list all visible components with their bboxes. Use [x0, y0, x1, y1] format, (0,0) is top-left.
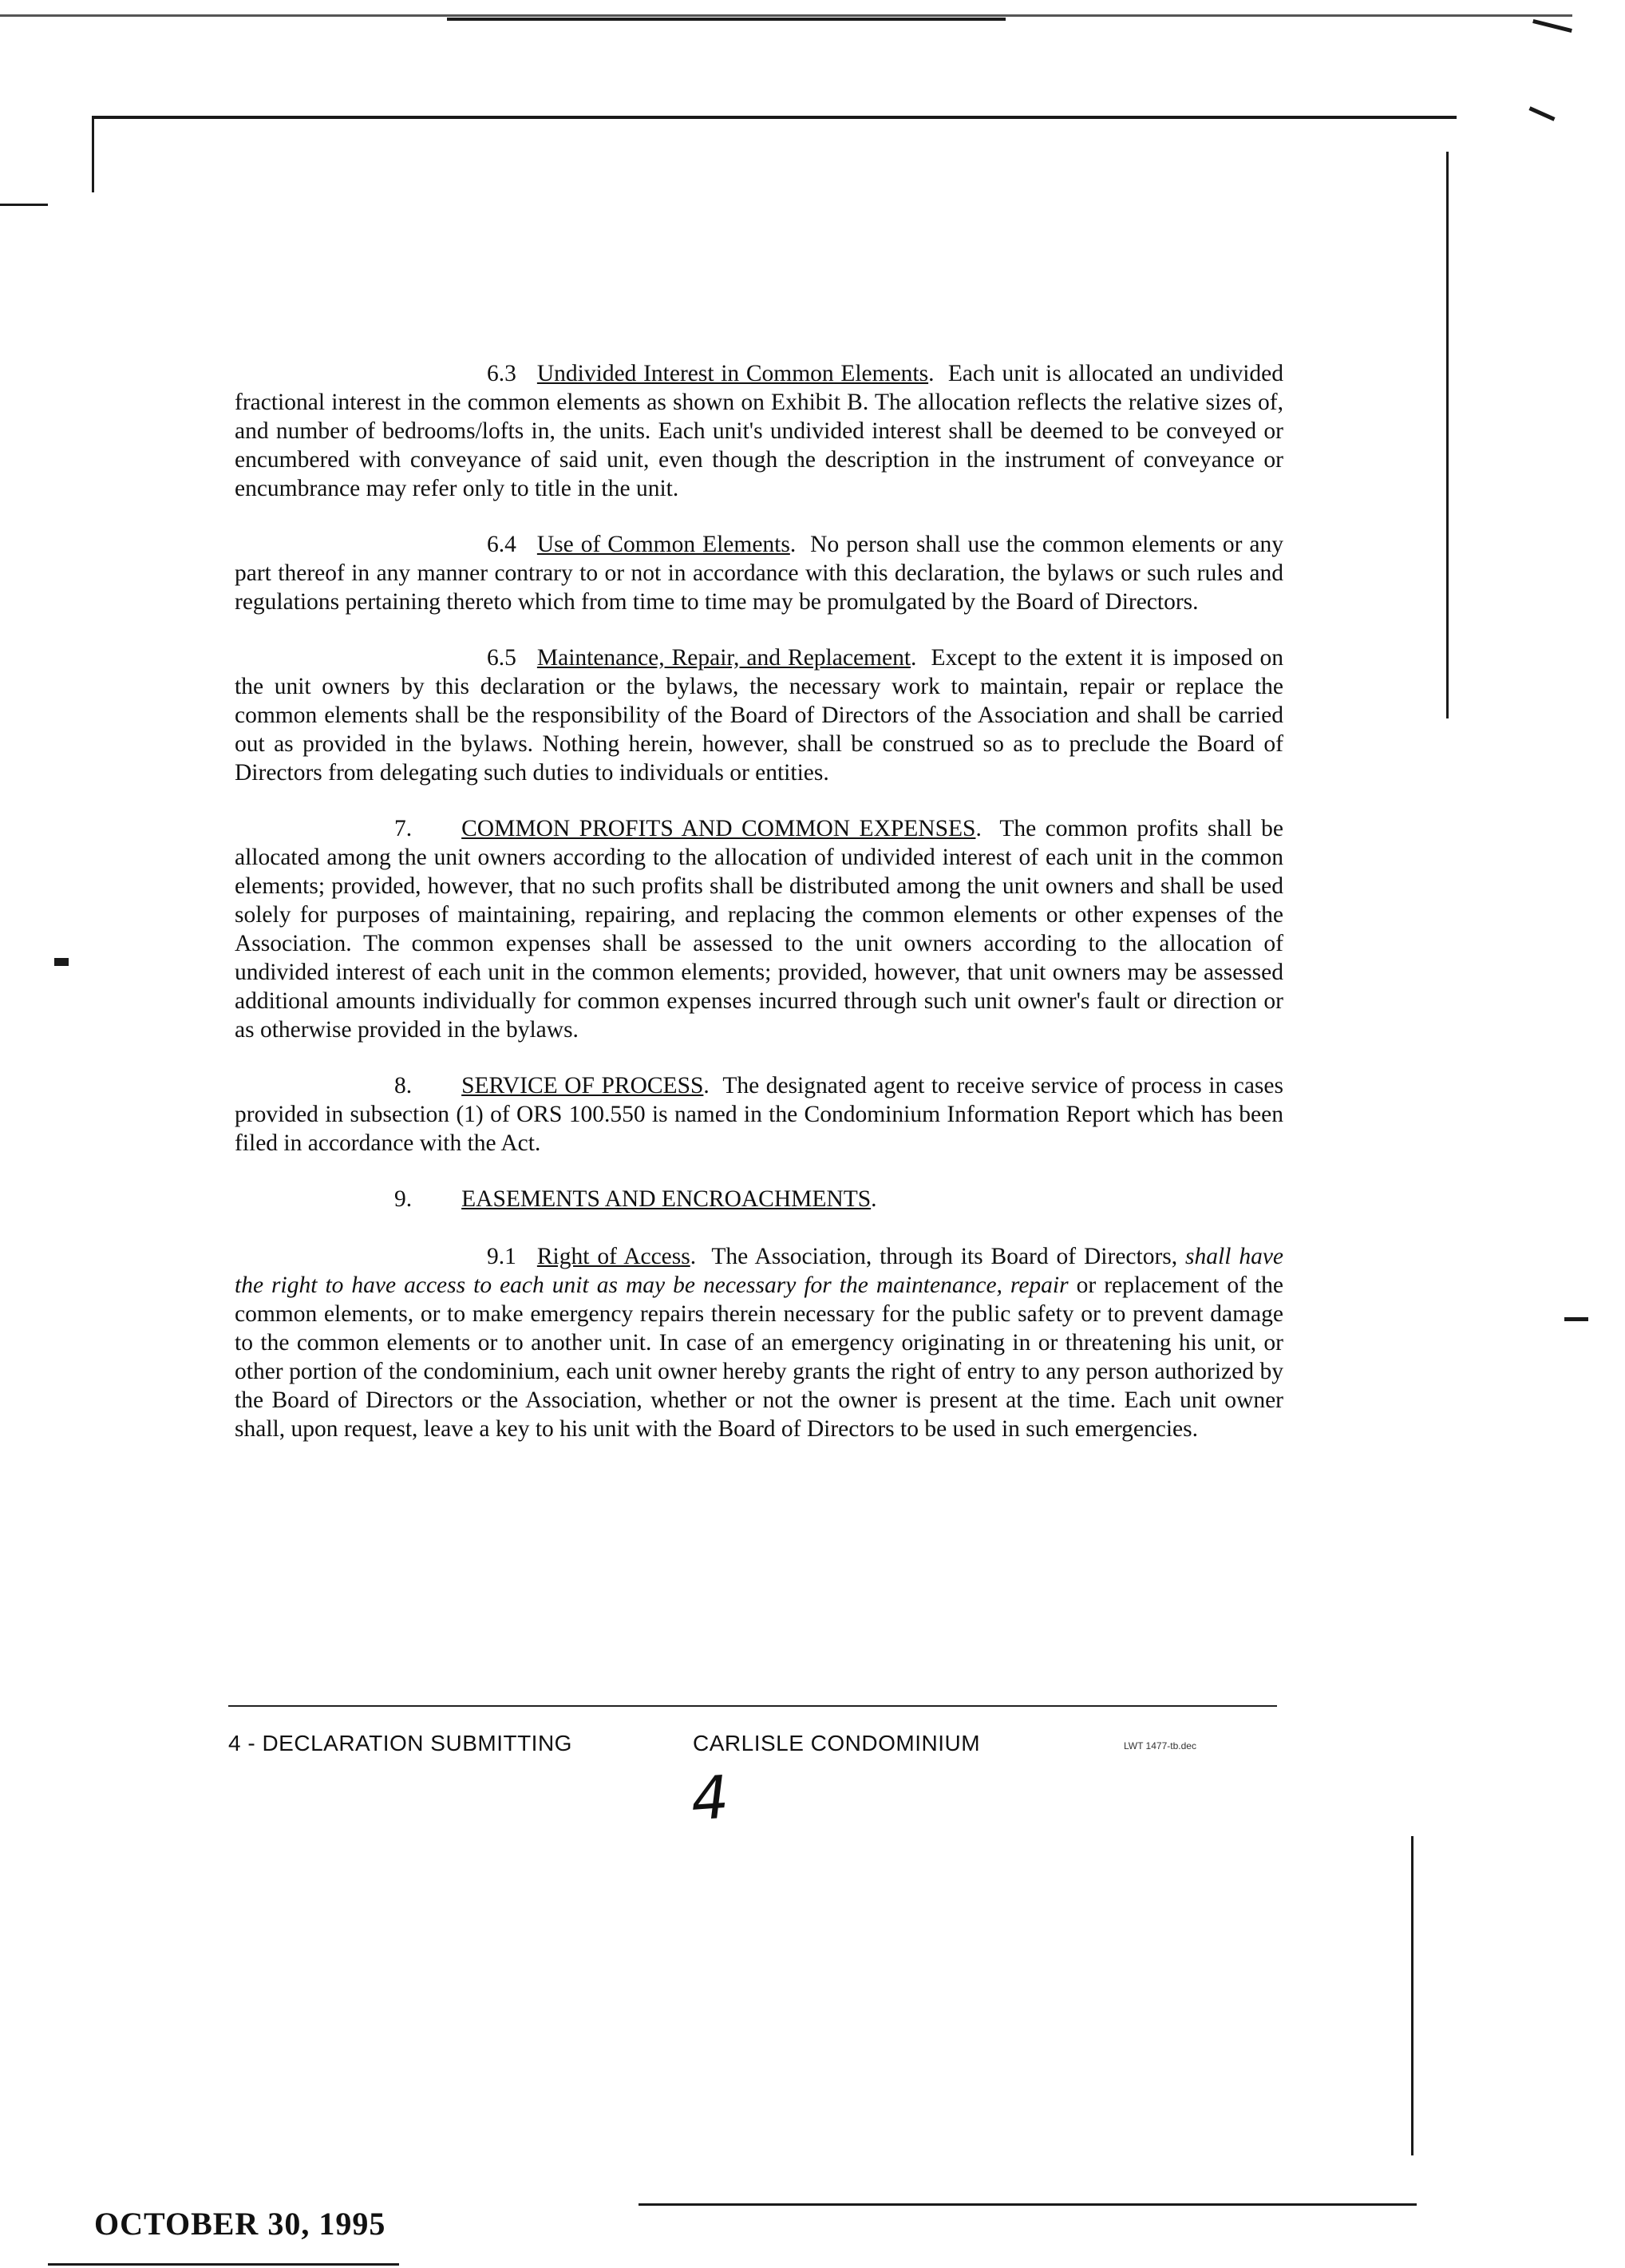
- section-text-lead: The Association, through its Board of Directors,: [711, 1244, 1178, 1269]
- section-text-rest: or replacement of the common elements, or to make emergency repairs therein necessary for the public safety or to prevent damage to the common elements or to another unit. In case of an emergency originating in or threatening his unit, or other portion of the condominium, each unit owner hereby grants the right of entry to any person authorized by the Board of Directors or the Association, whether or not the owner is present at the time. Each unit owner shall, upon request, leave a key to his unit with the Board of Directors to be used in such emergencies.: [235, 1273, 1283, 1442]
- section-title: Use of Common Elements: [536, 532, 790, 557]
- footer-document-title: 4 - DECLARATION SUBMITTING: [228, 1731, 572, 1755]
- scan-margin-speck: [1528, 106, 1555, 121]
- paragraph-6-4: 6.4 Use of Common Elements. No person shall use the common elements or any part thereof in any manner contrary to or not in accordance with this declaration, the bylaws or such rules and regulations pertaining thereto which from time to time may be promulgated by the Board of Directors.: [235, 532, 1283, 615]
- scan-margin-speck: [54, 958, 69, 966]
- scan-border-left-line: [92, 116, 94, 192]
- scan-border-top-line: [92, 116, 1457, 119]
- paragraph-9-heading: 9. EASEMENTS AND ENCROACHMENTS.: [394, 1186, 877, 1212]
- section-text: The common profits shall be allocated among the unit owners according to the allocation of undivided interest of each unit in the common elements; provided, however, that no such profits shall be distributed among the unit owners and shall be used solely for purposes of maintaining, repairing, and replacing the common elements or other expenses of the Association. The common expenses shall be assessed to the unit owners according to the allocation of undivided interest of each unit in the common elements; provided, however, that unit owners may be assessed additional amounts individually for common expenses incurred through such unit owner's fault or direction or as otherwise provided in the bylaws.: [235, 816, 1284, 1043]
- section-text: Each unit is allocated an undivided fractional interest in the common elements as shown on Exhibit B. The allocation reflects the relative sizes of, and number of bedrooms/lofts in, the units. Each unit's undivided interest shall be deemed to be conveyed or encumbered with conveyance of said unit, even though the description in the instrument of conveyance or encumbrance may refer only to title in the unit.: [235, 361, 1283, 501]
- footer-condominium-name: CARLISLE CONDOMINIUM: [693, 1731, 981, 1755]
- declaration-body-text: [235, 359, 1283, 1470]
- section-title: Right of Access: [536, 1244, 690, 1269]
- section-number: 8.: [394, 1073, 413, 1098]
- scan-margin-mark: [0, 204, 48, 206]
- section-text-italic: shall have the right to have access to each unit as may be necessary for the maintenance, repair: [235, 1244, 1284, 1298]
- section-text: No person shall use the common elements or any part thereof in any manner contrary to or not in accordance with this declaration, the bylaws or such rules and regulations pertaining thereto which from time to time may be promulgated by the Board of Directors.: [235, 532, 1283, 615]
- section-number: 9.: [394, 1186, 413, 1212]
- scan-margin-speck: [1564, 1317, 1588, 1321]
- paragraph-7: 7. COMMON PROFITS AND COMMON EXPENSES. The common profits shall be allocated among the unit owners according to the allocation of undivided interest of each unit in the common elements; provided, however, that no such profits shall be distributed among the unit owners and shall be used solely for purposes of maintaining, repairing, and replacing the common elements or other expenses of the Association. The common expenses shall be assessed to the unit owners according to the allocation of undivided interest of each unit in the common elements; provided, however, that unit owners may be assessed additional amounts individually for common expenses incurred through such unit owner's fault or direction or as otherwise provided in the bylaws.: [235, 816, 1284, 1043]
- paragraph-8: 8. SERVICE OF PROCESS. The designated agent to receive service of process in cases provided in subsection (1) of ORS 100.550 is named in the Condominium Information Report which has been filed in accordance with the Act.: [235, 1073, 1283, 1156]
- section-number: 9.1: [487, 1244, 516, 1269]
- paragraph-6-3: 6.3 Undivided Interest in Common Elements. Each unit is allocated an undivided fractional interest in the common elements as shown on Exhibit B. The allocation reflects the relative sizes of, and number of bedrooms/lofts in, the units. Each unit's undivided interest shall be deemed to be conveyed or encumbered with conveyance of said unit, even though the description in the instrument of conveyance or encumbrance may refer only to title in the unit.: [235, 361, 1283, 501]
- scan-border-right-lower-line: [1411, 1836, 1413, 2155]
- footer-rule: [228, 1705, 1277, 1707]
- scan-border-bottom-line: [639, 2203, 1417, 2206]
- handwritten-page-number: 4: [689, 1763, 732, 1835]
- scan-border-right-line: [1446, 152, 1449, 718]
- section-title: Maintenance, Repair, and Replacement: [536, 645, 911, 671]
- section-text: Except to the extent it is imposed on the unit owners by this declaration or the bylaws, the necessary work to maintain, repair or replace the common elements shall be the responsibility of the Board of Directors of the Association and shall be carried out as provided in the bylaws. Nothing herein, however, shall be construed so as to preclude the Board of Directors from delegating such duties to individuals or entities.: [235, 645, 1284, 786]
- section-number: 6.3: [487, 361, 516, 386]
- section-title: Undivided Interest in Common Elements: [536, 361, 929, 386]
- paragraph-6-5: 6.5 Maintenance, Repair, and Replacement. Except to the extent it is imposed on the unit owners by this declaration or the bylaws, the necessary work to maintain, repair or replace the common elements shall be the responsibility of the Board of Directors of the Association and shall be carried out as provided in the bylaws. Nothing herein, however, shall be construed so as to preclude the Board of Directors from delegating such duties to individuals or entities.: [235, 645, 1284, 786]
- footer-file-code: LWT 1477-tb.dec: [1124, 1740, 1196, 1751]
- scan-top-edge-artifact: [1532, 19, 1572, 33]
- section-number: 7.: [394, 816, 413, 841]
- scan-top-edge-artifact: [0, 14, 1572, 17]
- section-title: EASEMENTS AND ENCROACHMENTS: [461, 1186, 872, 1212]
- scan-bottom-left-line: [48, 2263, 399, 2266]
- date-stamp: OCTOBER 30, 1995: [94, 2206, 386, 2242]
- section-title: SERVICE OF PROCESS: [461, 1073, 704, 1098]
- section-number: 6.5: [487, 645, 516, 671]
- section-title: COMMON PROFITS AND COMMON EXPENSES: [461, 816, 976, 841]
- paragraph-9-1: 9.1 Right of Access. The Association, through its Board of Directors, shall have the right to have access to each unit as may be necessary for the maintenance, repair or replacement of the common elements, or to make emergency repairs therein necessary for the public safety or to prevent damage to the common elements or to another unit. In case of an emergency originating in or threatening his unit, or other portion of the condominium, each unit owner hereby grants the right of entry to any person authorized by the Board of Directors or the Association, whether or not the owner is present at the time. Each unit owner shall, upon request, leave a key to his unit with the Board of Directors to be used in such emergencies.: [235, 1244, 1284, 1442]
- scan-top-edge-artifact: [447, 18, 1006, 21]
- section-number: 6.4: [487, 532, 516, 557]
- section-text: The designated agent to receive service of process in cases provided in subsection (1) of ORS 100.550 is named in the Condominium Information Report which has been filed in accordance with the Act.: [235, 1073, 1283, 1156]
